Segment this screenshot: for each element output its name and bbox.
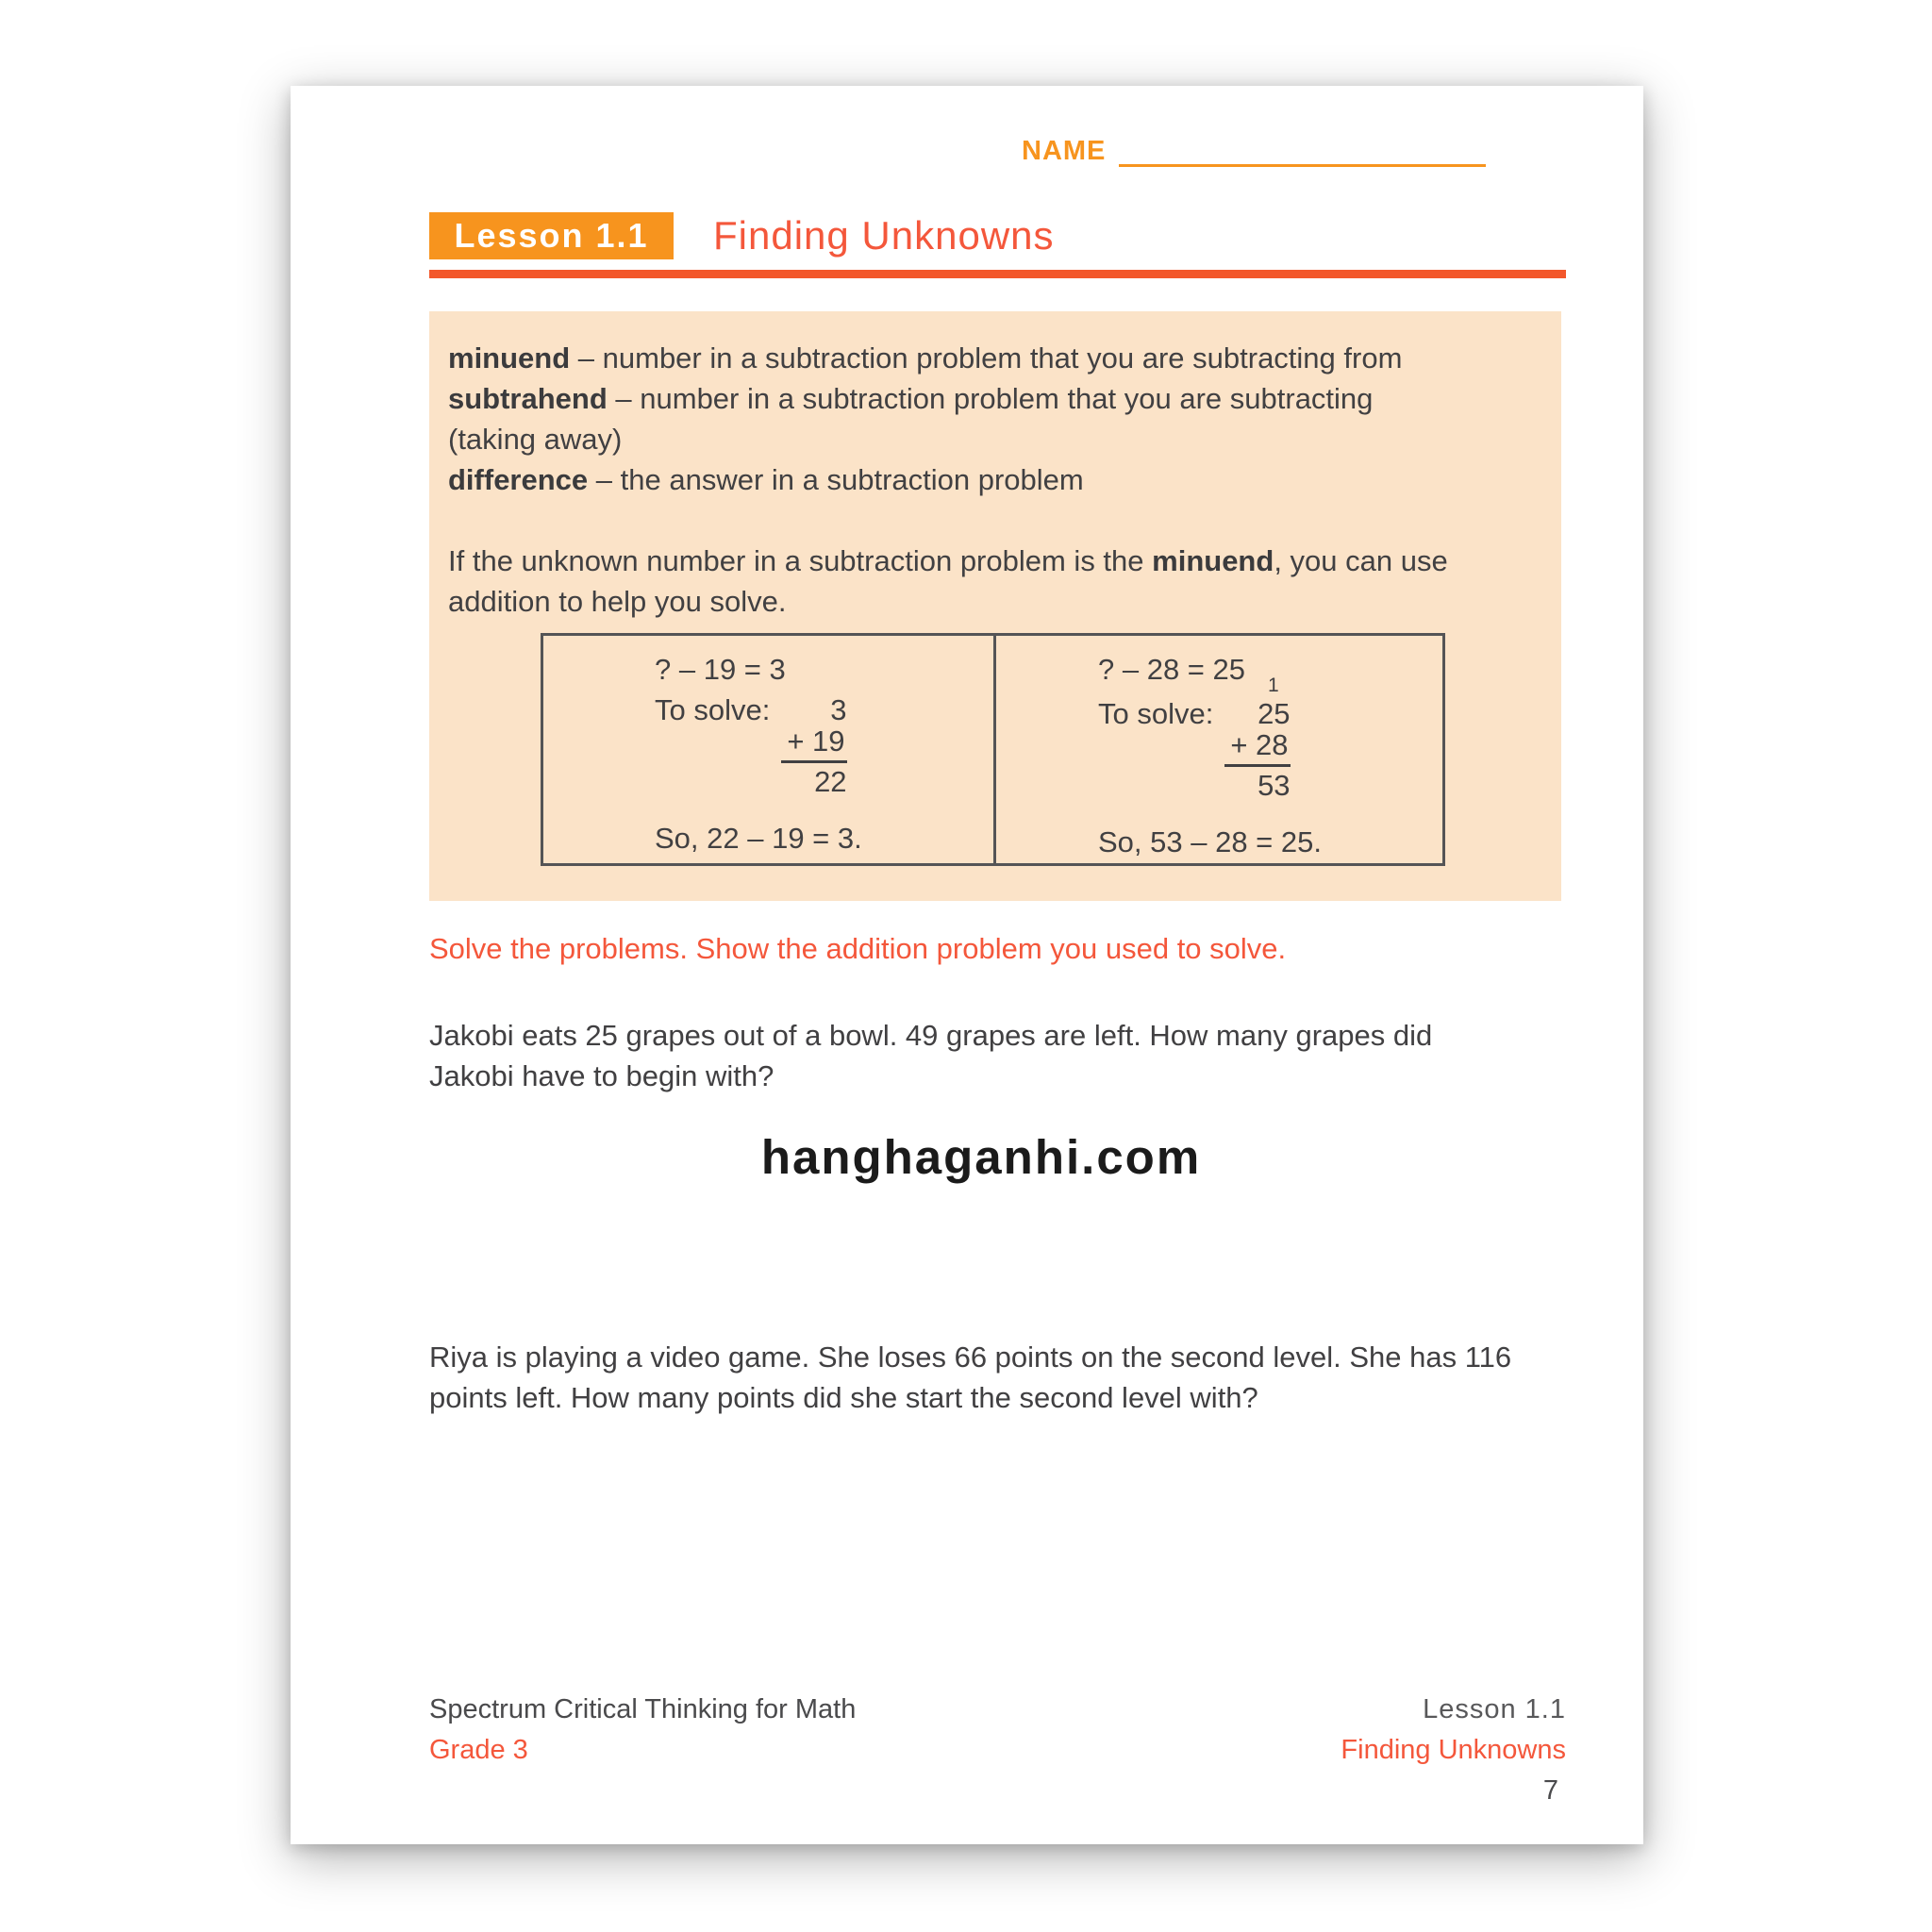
- intro-line-2: addition to help you solve.: [448, 585, 787, 618]
- intro-line-1: [448, 541, 1533, 581]
- problem-1: [429, 1015, 1590, 1096]
- intro-paragraph: [448, 541, 1533, 622]
- workbook-page: [291, 86, 1643, 1844]
- definition-term: difference: [448, 463, 589, 496]
- definition-term: subtrahend: [448, 382, 608, 415]
- example-cell-left: [543, 636, 993, 863]
- addition-sum: 53: [1257, 769, 1291, 802]
- example-equation: ? – 19 = 3: [655, 653, 786, 686]
- name-blank-line[interactable]: [1119, 139, 1486, 167]
- example-conclusion: So, 22 – 19 = 3.: [655, 822, 862, 855]
- example-conclusion: So, 53 – 28 = 25.: [1098, 825, 1322, 858]
- intro-text: , you can use: [1274, 544, 1448, 577]
- problem-2-line-1: Riya is playing a video game. She loses 66 points on the second level. She has 116: [429, 1341, 1512, 1374]
- name-label: NAME: [1022, 136, 1107, 166]
- example-cell-right: [993, 636, 1442, 863]
- footer-left: [429, 1690, 856, 1771]
- definition-text: – number in a subtraction problem that you are subtracting: [607, 382, 1374, 415]
- addition-sum: 22: [814, 765, 847, 798]
- definition-subtrahend: [448, 378, 1533, 419]
- definition-minuend: [448, 338, 1533, 378]
- footer-lesson-number: Lesson 1.1: [1423, 1694, 1566, 1724]
- header-rule: [429, 270, 1566, 278]
- problem-2-line-2: points left. How many points did she start the second level with?: [429, 1381, 1258, 1414]
- intro-text: If the unknown number in a subtraction problem is the: [448, 544, 1153, 577]
- equation-text: ? – 28 = 25: [1098, 653, 1245, 686]
- problem-2: [429, 1337, 1590, 1418]
- carry-digit: 1: [1268, 675, 1279, 696]
- example-equation: [996, 649, 1442, 696]
- name-row: [1022, 135, 1486, 167]
- definition-subtrahend-cont: (taking away): [448, 423, 623, 456]
- definition-text: – the answer in a subtraction problem: [588, 463, 1084, 496]
- problem-1-line-1: Jakobi eats 25 grapes out of a bowl. 49 grapes are left. How many grapes did: [429, 1019, 1433, 1052]
- definition-difference: [448, 459, 1533, 500]
- to-solve-label: To solve:: [1098, 697, 1214, 730]
- addition-stack: [781, 694, 846, 797]
- directions-text: Solve the problems. Show the addition problem you used to solve.: [429, 932, 1287, 965]
- to-solve-label: To solve:: [655, 693, 771, 726]
- addend-top: 25: [1257, 697, 1291, 730]
- addend-plus: + 28: [1224, 729, 1290, 767]
- page-number: 7: [1542, 1775, 1558, 1806]
- footer-right: [1341, 1690, 1566, 1811]
- problem-1-line-2: Jakobi have to begin with?: [429, 1059, 774, 1092]
- definitions-box: [429, 311, 1561, 901]
- page-title: Finding Unknowns: [713, 213, 1055, 258]
- example-table: [541, 633, 1445, 866]
- example-solve-row: [996, 698, 1442, 801]
- lesson-badge: Lesson 1.1: [429, 212, 674, 259]
- addend-top: 3: [830, 693, 847, 726]
- footer-lesson-title: Finding Unknowns: [1341, 1735, 1566, 1765]
- addition-stack: [1224, 698, 1290, 801]
- footer-series-title: Spectrum Critical Thinking for Math: [429, 1694, 857, 1724]
- footer-grade: Grade 3: [429, 1735, 528, 1765]
- addend-plus: + 19: [781, 725, 846, 763]
- lesson-header: [429, 212, 1566, 259]
- intro-bold-term: minuend: [1152, 544, 1274, 577]
- definition-text: – number in a subtraction problem that you are subtracting from: [570, 341, 1403, 375]
- example-solve-row: [543, 694, 993, 797]
- watermark-text: hanghaganhi.com: [760, 1130, 1202, 1184]
- definition-term: minuend: [448, 341, 571, 375]
